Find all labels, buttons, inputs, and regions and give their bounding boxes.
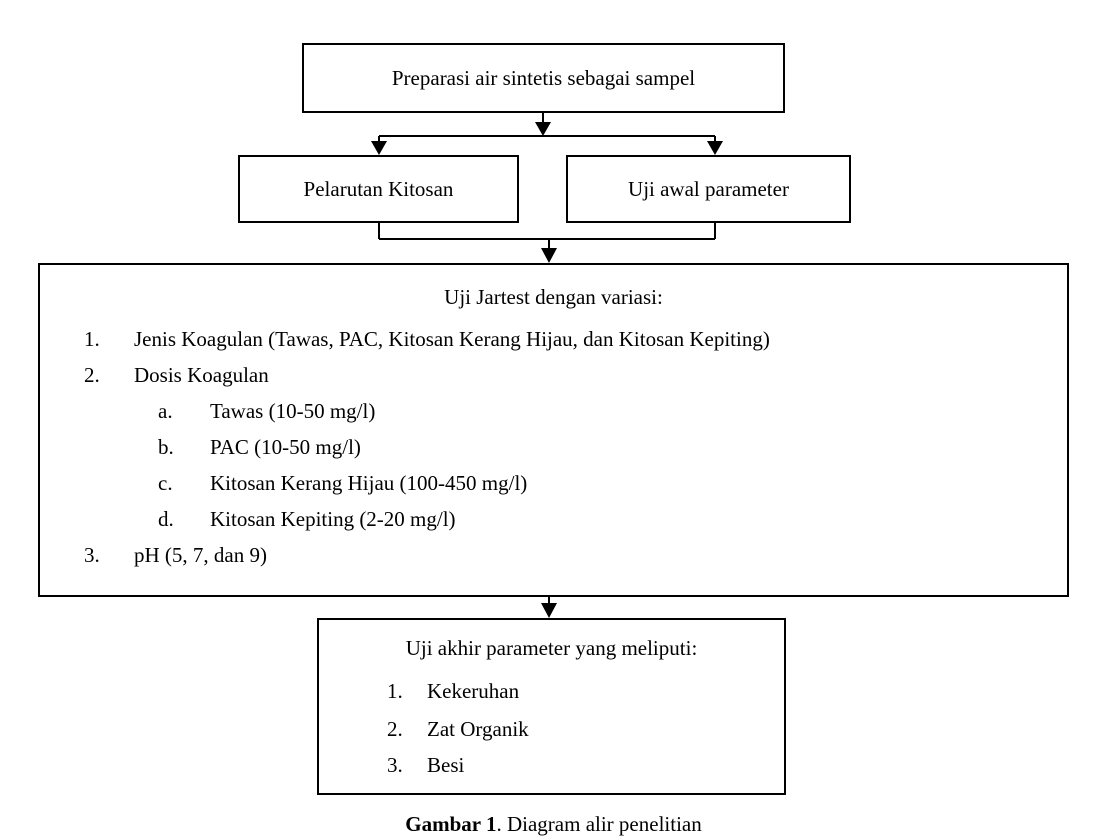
final-item-number: 1. — [387, 679, 403, 703]
jartest-subitem: Kitosan Kerang Hijau (100-450 mg/l) — [210, 471, 528, 495]
jartest-title: Uji Jartest dengan variasi: — [444, 285, 663, 309]
figure-caption — [0, 812, 1107, 837]
right-box-label: Uji awal parameter — [628, 176, 789, 201]
arrow-head-left — [371, 141, 387, 155]
left-box-label: Pelarutan Kitosan — [303, 176, 454, 201]
jartest-item: pH (5, 7, dan 9) — [134, 543, 267, 567]
jartest-subitem-letter: c. — [158, 471, 173, 495]
jartest-item-number: 2. — [84, 363, 100, 387]
final-item: Besi — [427, 753, 465, 777]
jartest-subitem-letter: b. — [158, 435, 174, 459]
jartest-box — [38, 263, 1069, 597]
jartest-item-number: 1. — [84, 327, 100, 351]
final-title: Uji akhir parameter yang meliputi: — [405, 636, 698, 660]
right-box — [566, 155, 851, 223]
jartest-item-number: 3. — [84, 543, 100, 567]
jartest-item: Jenis Koagulan (Tawas, PAC, Kitosan Kerang Hijau, dan Kitosan Kepiting) — [134, 327, 770, 351]
jartest-subitem-letter: d. — [158, 507, 174, 531]
final-box — [317, 618, 786, 795]
start-box-label: Preparasi air sintetis sebagai sampel — [391, 65, 696, 90]
jartest-subitem: PAC (10-50 mg/l) — [210, 435, 361, 459]
arrow-head-merge — [541, 248, 557, 263]
final-item-number: 3. — [387, 753, 403, 777]
caption-text: . Diagram alir penelitian — [496, 812, 702, 836]
left-box — [238, 155, 519, 223]
caption-label: Gambar 1 — [405, 812, 497, 836]
jartest-subitem-letter: a. — [158, 399, 173, 423]
start-box — [302, 43, 785, 113]
jartest-subitem: Kitosan Kepiting (2-20 mg/l) — [210, 507, 456, 531]
final-item: Kekeruhan — [427, 679, 520, 703]
jartest-subitem: Tawas (10-50 mg/l) — [210, 399, 376, 423]
final-item: Zat Organik — [427, 717, 529, 741]
arrow-head-start — [535, 122, 551, 136]
final-item-number: 2. — [387, 717, 403, 741]
arrow-head-right — [707, 141, 723, 155]
arrow-head-final — [541, 603, 557, 618]
jartest-item: Dosis Koagulan — [134, 363, 269, 387]
